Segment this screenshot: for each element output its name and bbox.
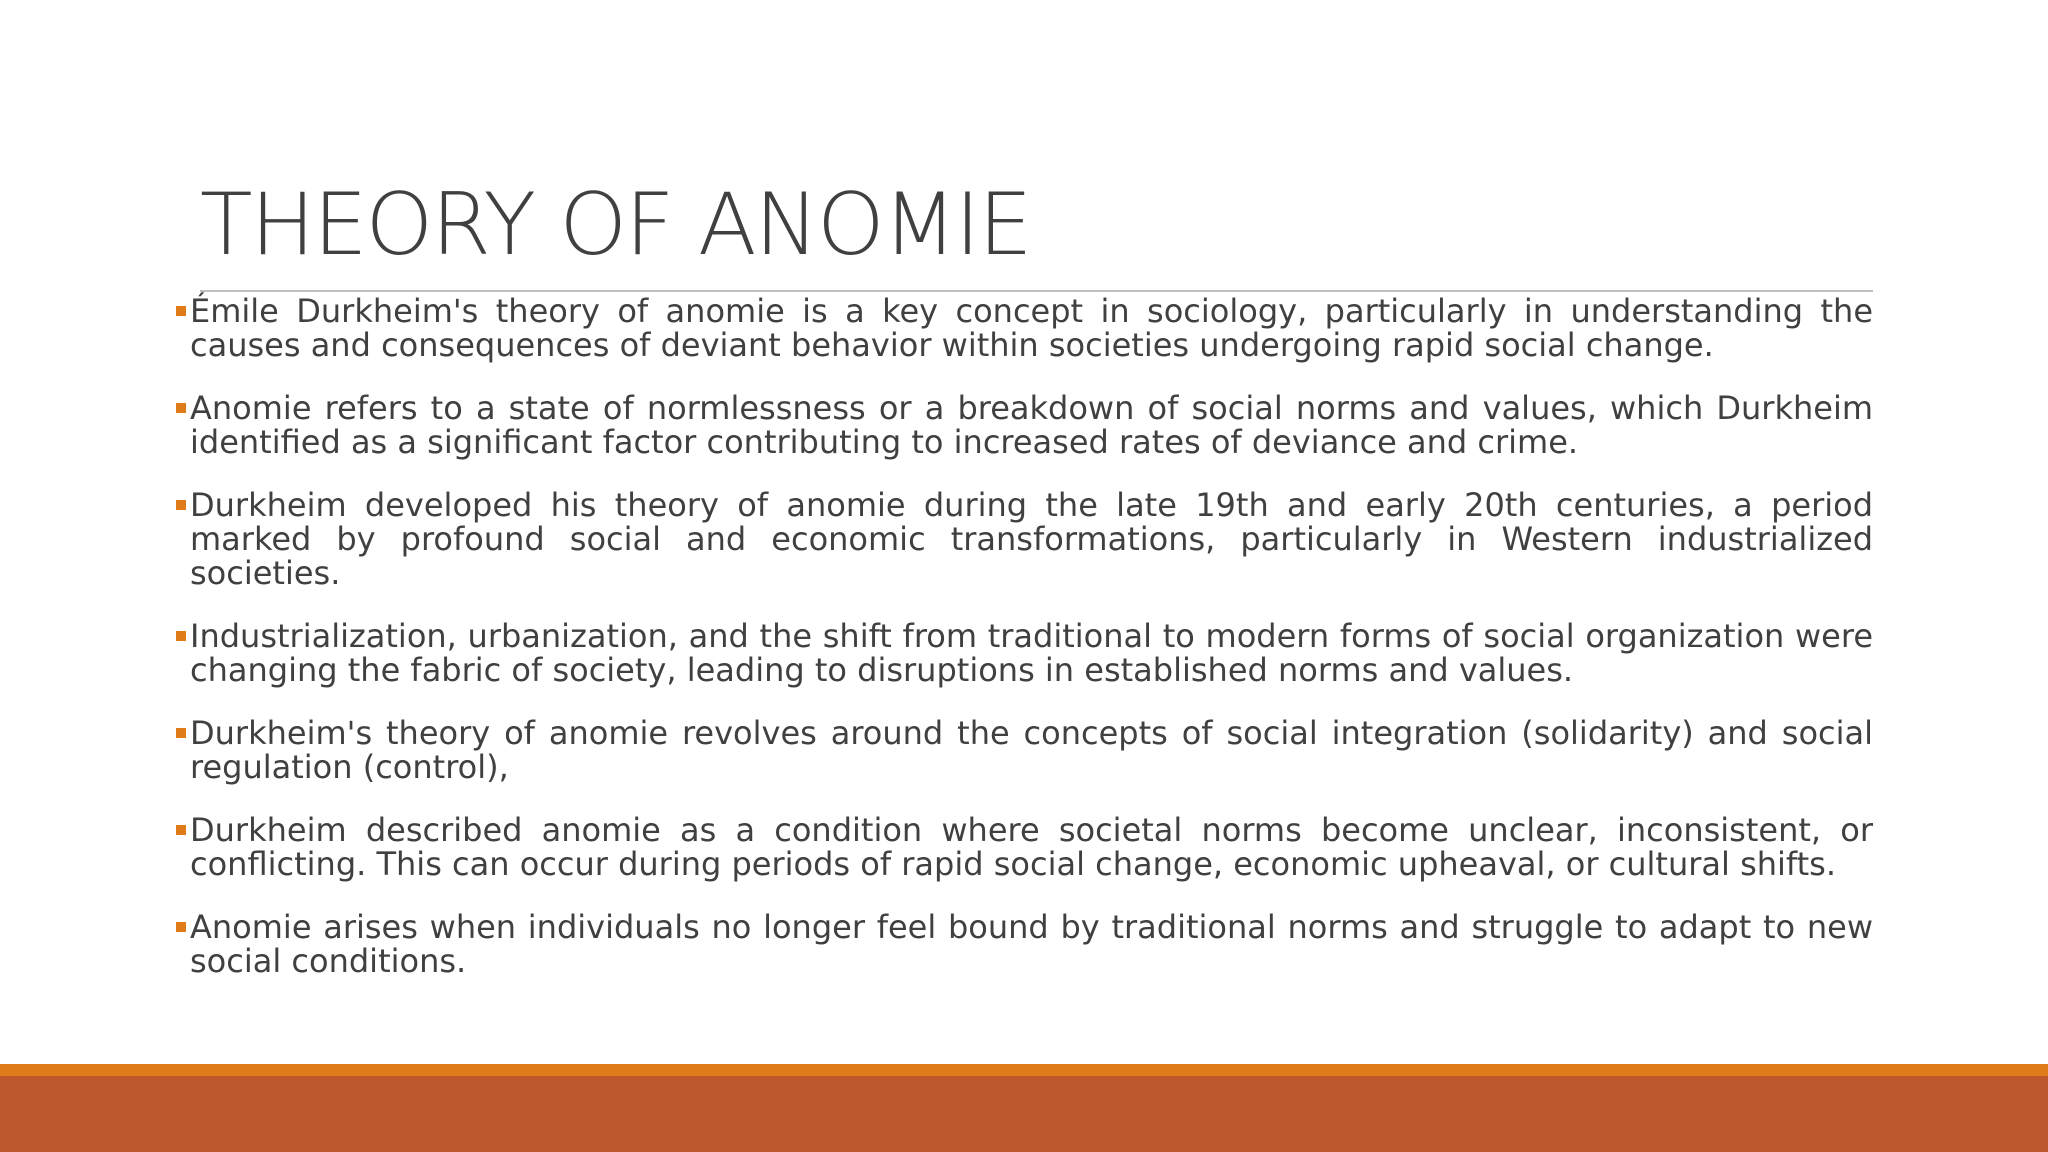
bullet-item	[176, 910, 1873, 978]
square-bullet-icon	[176, 403, 186, 413]
bullet-text: Émile Durkheim's theory of anomie is a key concept in sociology, particularly in understanding the causes and consequences of deviant behavior within societies undergoing rapid social change.	[190, 292, 1873, 364]
bullet-text: Durkheim described anomie as a condition where societal norms become unclear, inconsistent, or conflicting. This can occur during periods of rapid social change, economic upheaval, or cultural shifts.	[190, 811, 1873, 883]
bullet-item	[176, 619, 1873, 687]
bullet-text: Durkheim developed his theory of anomie during the late 19th and early 20th centuries, a period marked by profound social and economic transformations, particularly in Western industrialized societies.	[190, 486, 1873, 592]
footer-bar	[0, 1076, 2048, 1152]
square-bullet-icon	[176, 631, 186, 641]
bullet-item	[176, 391, 1873, 459]
bullet-item	[176, 716, 1873, 784]
bullet-item	[176, 488, 1873, 590]
square-bullet-icon	[176, 728, 186, 738]
bullet-text: Durkheim's theory of anomie revolves around the concepts of social integration (solidarity) and social regulation (control),	[190, 714, 1873, 786]
bullet-list	[176, 294, 1873, 1007]
footer-accent-bar	[0, 1064, 2048, 1076]
bullet-text: Anomie arises when individuals no longer feel bound by traditional norms and struggle to adapt to new social conditions.	[190, 908, 1873, 980]
square-bullet-icon	[176, 306, 186, 316]
bullet-text: Anomie refers to a state of normlessness or a breakdown of social norms and values, which Durkheim identified as a significant factor contributing to increased rates of deviance and crime.	[190, 389, 1873, 461]
square-bullet-icon	[176, 825, 186, 835]
square-bullet-icon	[176, 922, 186, 932]
bullet-item	[176, 813, 1873, 881]
square-bullet-icon	[176, 500, 186, 510]
bullet-item	[176, 294, 1873, 362]
bullet-text: Industrialization, urbanization, and the shift from traditional to modern forms of social organization were changing the fabric of society, leading to disruptions in established norms and values.	[190, 617, 1873, 689]
slide-title: THEORY OF ANOMIE	[200, 175, 1031, 275]
